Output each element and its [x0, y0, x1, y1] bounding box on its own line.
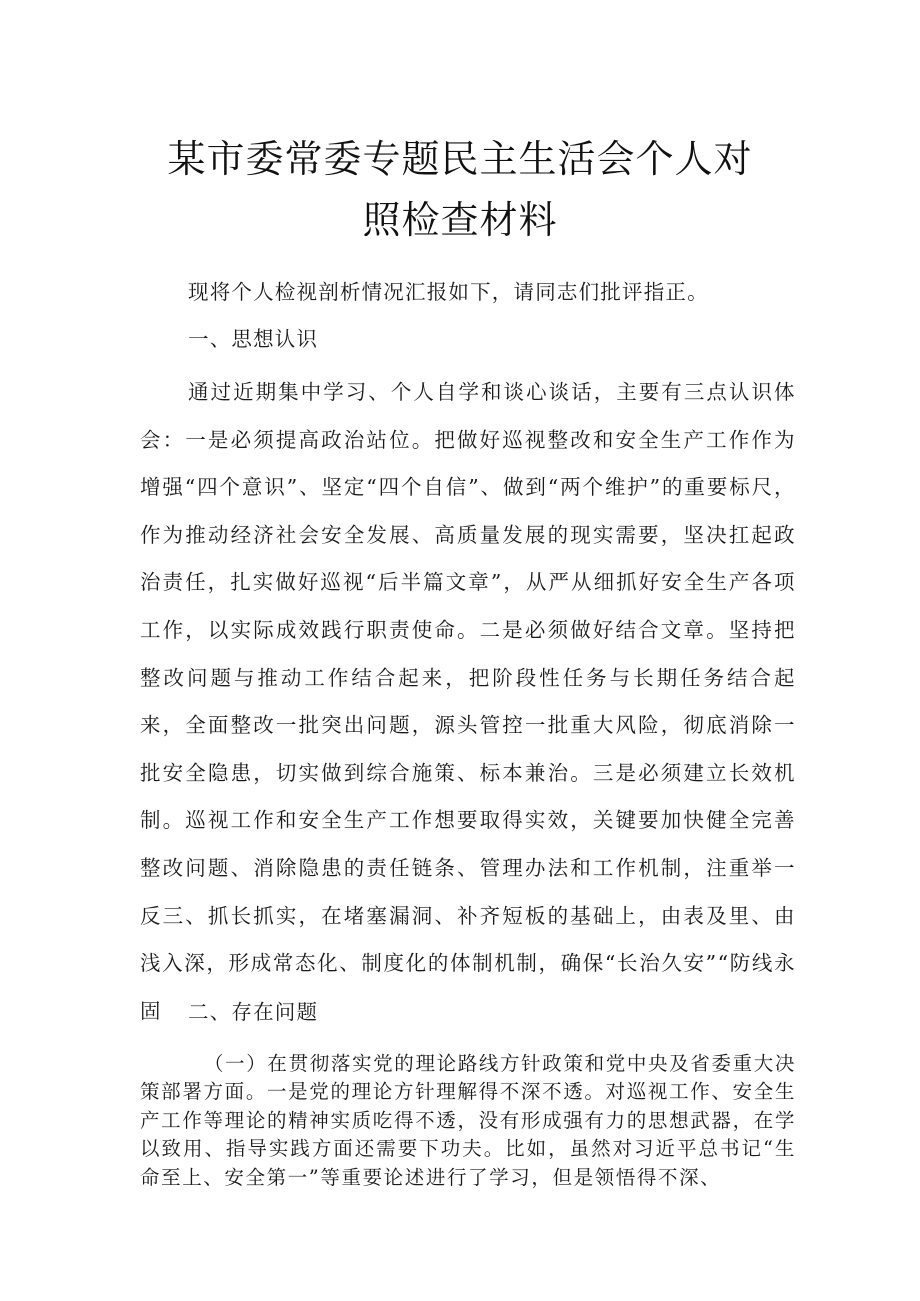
section-heading-thinking: 一、思想认识 [188, 327, 319, 351]
intro-paragraph: 现将个人检视剖析情况汇报如下，请同志们批评指正。 [188, 280, 709, 304]
section-body-problems: （一）在贯彻落实党的理论路线方针政策和党中央及省委重大决策部署方面。一是党的理论方针理解得不深不透。对巡视工作、安全生产工作等理论的精神实质吃得不透，没有形成强有力的思想武器，在学以致用、指导实践方面还需要下功夫。比如，虽然对习近平总书记“生命至上、安全第一”等重要论述进行了学习，但是领悟得不深、 [140, 1052, 796, 1189]
document-title-line-1: 某市委常委专题民主生活会个人对 [167, 137, 753, 181]
section-body-thinking: 通过近期集中学习、个人自学和谈心谈话，主要有三点认识体会：一是必须提高政治站位。把做好巡视整改和安全生产工作作为增强“四个意识”、坚定“四个自信”、做到“两个维护”的重要标尺，作为推动经济社会安全发展、高质量发展的现实需要，坚决扛起政治责任，扎实做好巡视“后半篇文章”，从严从细抓好安全生产各项工作，以实际成效践行职责使命。二是必须做好结合文章。坚持把整改问题与推动工作结合起来，把阶段性任务与长期任务结合起来，全面整改一批突出问题，源头管控一批重大风险，彻底消除一批安全隐患，切实做到综合施策、标本兼治。三是必须建立长效机制。巡视工作和安全生产工作想要取得实效，关键要加快健全完善整改问题、消除隐患的责任链条、管理办法和工作机制，注重举一反三、抓长抓实，在堵塞漏洞、补齐短板的基础上，由表及里、由浅入深，形成常态化、制度化的体制机制，确保“长治久安”“防线永固 [140, 380, 796, 1023]
section-heading-problems: 二、存在问题 [188, 1000, 319, 1024]
document-title-line-2: 照检查材料 [362, 198, 558, 242]
